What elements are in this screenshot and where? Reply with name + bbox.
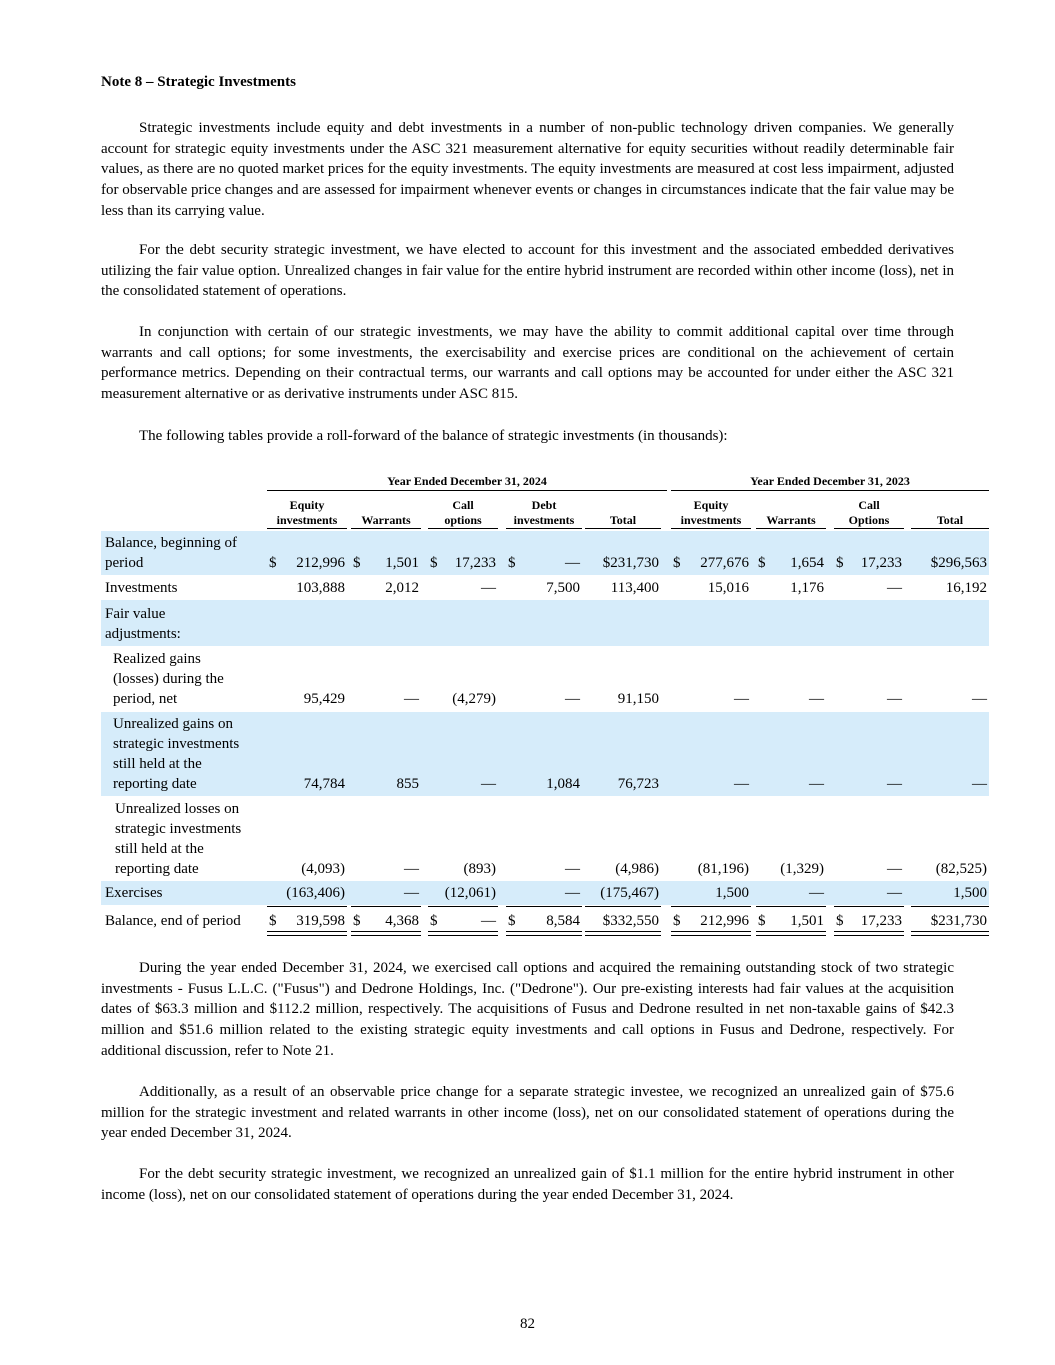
column-header-rule — [351, 528, 421, 529]
cell-value: 17,233 — [454, 555, 496, 571]
table-cell — [758, 553, 824, 573]
row-label-line: Investments — [105, 580, 178, 596]
row-label-line: Balance, beginning of — [105, 535, 238, 551]
cell-value: (163,406) — [286, 885, 345, 901]
currency-symbol: $ — [353, 913, 361, 929]
paragraph-5-text: During the year ended December 31, 2024, we exercised call options and acquired the remaining outstanding stock of two strategic investments - Fusus L.L.C. ("Fusus") and Dedrone Holdings, Inc. ("Dedrone"). Our pre-existing interests had fair values at the acquisition dates of $63.3 million and $112.2 million, respectively. The acquisitions of Fusus and Dedrone resulted in net non-taxable gains of $42.3 million and $51.6 million related to the existing strategic equity investments and call options in Fusus and Dedrone, respectively. For additional discussion, refer to Note 21. — [101, 960, 954, 1059]
cell-value: — — [972, 776, 987, 792]
table-cell — [269, 774, 345, 794]
column-header-line: Total — [936, 513, 964, 527]
table-cell — [430, 911, 496, 931]
row-label-line: Unrealized losses on — [115, 801, 240, 817]
table-cell — [836, 859, 902, 879]
cell-value: (81,196) — [697, 861, 749, 877]
subtotal-rule — [267, 906, 347, 907]
cell-value: — — [887, 776, 902, 792]
cell-value: 855 — [396, 776, 419, 792]
column-header — [506, 498, 582, 528]
table-cell — [508, 859, 580, 879]
cell-value: — — [565, 555, 580, 571]
table-cell — [353, 689, 419, 709]
table-cell — [758, 883, 824, 903]
paragraph-1-text: Strategic investments include equity and debt investments in a number of non-public technology driven companies. We generally account for strategic equity investments under the ASC 321 measurement alternative for equity securities without readily determinable fair values, as there are no quoted market prices for the equity investments. The equity investments are measured at cost less impairment, adjusted for observable price changes and are assessed for impairment whenever events or changes in circumstances indicate that the fair value may be less than its carrying value. — [101, 120, 954, 219]
paragraph-2 — [101, 240, 954, 302]
currency-symbol: $ — [353, 555, 361, 571]
column-header-line: options — [444, 513, 482, 527]
table-cell — [913, 859, 987, 879]
subtotal-rule — [834, 906, 904, 907]
currency-symbol: $ — [430, 555, 438, 571]
cell-value: $231,730 — [602, 555, 659, 571]
column-header-line — [756, 498, 826, 513]
table-cell — [587, 553, 659, 573]
table-cell — [587, 883, 659, 903]
cell-value: — — [565, 885, 580, 901]
currency-symbol: $ — [269, 913, 277, 929]
table-row — [101, 647, 989, 711]
table-cell — [758, 689, 824, 709]
year-2023-header: Year Ended December 31, 2023 — [671, 472, 989, 491]
currency-symbol: $ — [673, 555, 681, 571]
table-row — [101, 881, 989, 905]
row-label-line: period, net — [113, 691, 178, 707]
cell-value: (893) — [463, 861, 496, 877]
row-label-line: Realized gains — [113, 651, 201, 667]
currency-symbol: $ — [758, 913, 766, 929]
total-double-rule — [671, 931, 751, 936]
row-label — [113, 649, 224, 709]
table-cell — [269, 553, 345, 573]
cell-value: 17,233 — [860, 555, 902, 571]
table-cell — [836, 883, 902, 903]
paragraph-7-text: For the debt security strategic investment, we recognized an unrealized gain of $1.1 million for the entire hybrid instrument in other income (loss), net on our consolidated statement of operations during the year ended December 31, 2024. — [101, 1166, 954, 1203]
cell-value: — — [809, 691, 824, 707]
table-cell — [913, 883, 987, 903]
column-header-line: Options — [848, 513, 890, 527]
subtotal-rule — [351, 906, 421, 907]
table-cell — [269, 689, 345, 709]
column-header-line: Warrants — [361, 513, 411, 527]
cell-value: 1,500 — [953, 885, 987, 901]
cell-value: — — [404, 885, 419, 901]
table-cell — [758, 911, 824, 931]
row-label — [105, 911, 241, 931]
table-row — [101, 907, 989, 933]
paragraph-6-text: Additionally, as a result of an observable price change for a separate strategic investee, we recognized an unrealized gain of $75.6 million for the strategic investment and related warrants in other income (loss), net on our consolidated statement of operations during the year ended December 31, 2024. — [101, 1084, 954, 1142]
cell-value: (82,525) — [935, 861, 987, 877]
row-label — [105, 604, 181, 644]
paragraph-2-text: For the debt security strategic investment, we have elected to account for this investment and the associated embedded derivatives utilizing the fair value option. Unrealized changes in fair value for the entire hybrid instrument are recorded within other income (loss), net in the consolidated statement of operations. — [101, 242, 954, 300]
table-row — [101, 712, 989, 796]
row-label-line: (losses) during the — [113, 671, 224, 687]
table-cell — [836, 578, 902, 598]
cell-value: 95,429 — [303, 691, 345, 707]
cell-value: 17,233 — [860, 913, 902, 929]
column-header-rule — [756, 528, 826, 529]
column-header — [267, 498, 347, 528]
cell-value: (1,329) — [780, 861, 824, 877]
column-header-line: Total — [609, 513, 637, 527]
currency-symbol: $ — [836, 913, 844, 929]
total-double-rule — [834, 931, 904, 936]
row-label-line: strategic investments — [115, 821, 242, 837]
paragraph-4-text: The following tables provide a roll-forward of the balance of strategic investments (in thousands): — [139, 428, 728, 444]
column-header-line — [585, 498, 661, 513]
table-cell — [913, 553, 987, 573]
currency-symbol: $ — [758, 555, 766, 571]
total-double-rule — [351, 931, 421, 936]
table-cell — [836, 774, 902, 794]
cell-value: (4,986) — [615, 861, 659, 877]
table-cell — [430, 689, 496, 709]
table-cell — [353, 911, 419, 931]
table-cell — [430, 553, 496, 573]
column-header-line — [351, 498, 421, 513]
table-cell — [758, 578, 824, 598]
cell-value: 212,996 — [700, 913, 749, 929]
column-header-line: Call — [452, 498, 474, 512]
table-cell — [836, 911, 902, 931]
cell-value: — — [734, 691, 749, 707]
cell-value: 8,584 — [546, 913, 580, 929]
cell-value: 1,654 — [790, 555, 824, 571]
row-label-line: reporting date — [115, 861, 199, 877]
row-label — [105, 578, 178, 598]
column-header-rule — [834, 528, 904, 529]
row-label-line: strategic investments — [113, 736, 240, 752]
total-double-rule — [267, 931, 347, 936]
table-row — [101, 531, 989, 575]
cell-value: — — [887, 861, 902, 877]
cell-value: $332,550 — [602, 913, 659, 929]
table-cell — [508, 911, 580, 931]
cell-value: — — [887, 691, 902, 707]
currency-symbol: $ — [269, 555, 277, 571]
table-cell — [673, 774, 749, 794]
column-header-rule — [506, 528, 582, 529]
row-label — [115, 799, 241, 879]
cell-value: — — [809, 776, 824, 792]
subtotal-rule — [585, 906, 661, 907]
column-header-line: Equity — [693, 498, 729, 512]
table-cell — [673, 553, 749, 573]
cell-value: 1,500 — [715, 885, 749, 901]
cell-value: — — [887, 885, 902, 901]
cell-value: — — [404, 691, 419, 707]
row-label — [113, 714, 239, 794]
section-heading: Note 8 – Strategic Investments — [101, 74, 296, 90]
table-cell — [587, 578, 659, 598]
column-header-line: Debt — [531, 498, 557, 512]
table-cell — [913, 689, 987, 709]
cell-value: — — [481, 580, 496, 596]
table-cell — [353, 774, 419, 794]
table-cell — [836, 689, 902, 709]
cell-value: — — [972, 691, 987, 707]
currency-symbol: $ — [508, 913, 516, 929]
table-cell — [353, 883, 419, 903]
cell-value: 1,176 — [790, 580, 824, 596]
row-label-line: period — [105, 555, 144, 571]
column-header-line: investments — [276, 513, 338, 527]
paragraph-6 — [101, 1082, 954, 1144]
page-number: 82 — [520, 1316, 535, 1332]
table-cell — [269, 859, 345, 879]
table-cell — [673, 689, 749, 709]
row-label-line: still held at the — [115, 841, 204, 857]
currency-symbol: $ — [508, 555, 516, 571]
row-label-line: still held at the — [113, 756, 202, 772]
column-header-rule — [585, 528, 661, 529]
row-label-line: Exercises — [105, 885, 163, 901]
row-label-line: Fair value — [105, 606, 166, 622]
cell-value: 319,598 — [296, 913, 345, 929]
paragraph-4 — [101, 426, 954, 447]
cell-value: (4,093) — [301, 861, 345, 877]
table-cell — [508, 578, 580, 598]
column-header-rule — [911, 528, 989, 529]
table-cell — [758, 859, 824, 879]
table-cell — [508, 689, 580, 709]
cell-value: $296,563 — [930, 555, 987, 571]
table-cell — [673, 859, 749, 879]
table-row — [101, 797, 989, 881]
cell-value: (4,279) — [452, 691, 496, 707]
cell-value: — — [481, 913, 496, 929]
table-cell — [758, 774, 824, 794]
cell-value: — — [404, 861, 419, 877]
currency-symbol: $ — [836, 555, 844, 571]
table-cell — [673, 911, 749, 931]
cell-value: (12,061) — [444, 885, 496, 901]
cell-value: 1,084 — [546, 776, 580, 792]
table-cell — [353, 859, 419, 879]
table-cell — [430, 774, 496, 794]
table-row — [101, 600, 989, 646]
column-header-rule — [267, 528, 347, 529]
column-header-line — [911, 498, 989, 513]
total-double-rule — [506, 931, 582, 936]
cell-value: 113,400 — [610, 580, 659, 596]
total-double-rule — [756, 931, 826, 936]
table-cell — [913, 578, 987, 598]
column-header — [428, 498, 498, 528]
table-cell — [913, 911, 987, 931]
cell-value: 7,500 — [546, 580, 580, 596]
column-header — [351, 498, 421, 528]
subtotal-rule — [911, 906, 989, 907]
column-header-rule — [671, 528, 751, 529]
cell-value: 15,016 — [707, 580, 749, 596]
column-header — [671, 498, 751, 528]
cell-value: 212,996 — [296, 555, 345, 571]
cell-value: 16,192 — [945, 580, 987, 596]
table-cell — [353, 578, 419, 598]
total-double-rule — [911, 931, 989, 936]
currency-symbol: $ — [673, 913, 681, 929]
column-header-line: Warrants — [766, 513, 816, 527]
year-2024-header: Year Ended December 31, 2024 — [267, 472, 667, 491]
cell-value: — — [565, 691, 580, 707]
table-cell — [353, 553, 419, 573]
table-cell — [269, 578, 345, 598]
row-label-line: reporting date — [113, 776, 197, 792]
cell-value: — — [809, 885, 824, 901]
total-double-rule — [428, 931, 498, 936]
cell-value: 2,012 — [385, 580, 419, 596]
paragraph-5 — [101, 958, 954, 1062]
table-cell — [430, 578, 496, 598]
subtotal-rule — [428, 906, 498, 907]
column-header — [834, 498, 904, 528]
column-header-line: investments — [513, 513, 575, 527]
row-label-line: adjustments: — [105, 626, 181, 642]
table-cell — [430, 883, 496, 903]
table-cell — [587, 689, 659, 709]
row-label — [105, 883, 162, 903]
cell-value: 76,723 — [617, 776, 659, 792]
currency-symbol: $ — [430, 913, 438, 929]
table-cell — [508, 553, 580, 573]
cell-value: 91,150 — [617, 691, 659, 707]
cell-value: — — [481, 776, 496, 792]
cell-value: — — [734, 776, 749, 792]
total-double-rule — [585, 931, 661, 936]
table-cell — [269, 883, 345, 903]
cell-value: 1,501 — [385, 555, 419, 571]
subtotal-rule — [506, 906, 582, 907]
paragraph-3-text: In conjunction with certain of our strategic investments, we may have the ability to commit additional capital over time through warrants and call options; for some investments, the exercisability and exercise prices are conditional on the achievement of certain performance metrics. Depending on their contractual terms, our warrants and call options may be accounted for under either the ASC 321 measurement alternative or as derivative instruments under ASC 815. — [101, 324, 954, 403]
row-label-line: Unrealized gains on — [113, 716, 233, 732]
column-header-line: Equity — [289, 498, 325, 512]
cell-value: 103,888 — [296, 580, 345, 596]
table-cell — [673, 578, 749, 598]
row-label — [105, 533, 237, 573]
column-header — [756, 498, 826, 528]
column-header-line: investments — [680, 513, 742, 527]
paragraph-1 — [101, 118, 954, 222]
cell-value: — — [887, 580, 902, 596]
table-cell — [508, 774, 580, 794]
row-label-line: Balance, end of period — [105, 913, 241, 929]
paragraph-7 — [101, 1164, 954, 1205]
table-cell — [587, 774, 659, 794]
cell-value: 4,368 — [385, 913, 419, 929]
column-header — [911, 498, 989, 528]
cell-value: 277,676 — [700, 555, 749, 571]
column-header-line: Call — [858, 498, 880, 512]
paragraph-3 — [101, 322, 954, 405]
table-cell — [508, 883, 580, 903]
table-cell — [269, 911, 345, 931]
table-cell — [587, 859, 659, 879]
table-cell — [587, 911, 659, 931]
cell-value: 74,784 — [303, 776, 345, 792]
table-cell — [430, 859, 496, 879]
cell-value: 1,501 — [790, 913, 824, 929]
cell-value: (175,467) — [600, 885, 659, 901]
subtotal-rule — [756, 906, 826, 907]
table-row — [101, 576, 989, 600]
table-cell — [913, 774, 987, 794]
cell-value: $231,730 — [930, 913, 987, 929]
column-header-rule — [428, 528, 498, 529]
subtotal-rule — [671, 906, 751, 907]
column-header — [585, 498, 661, 528]
table-cell — [673, 883, 749, 903]
cell-value: — — [565, 861, 580, 877]
table-cell — [836, 553, 902, 573]
